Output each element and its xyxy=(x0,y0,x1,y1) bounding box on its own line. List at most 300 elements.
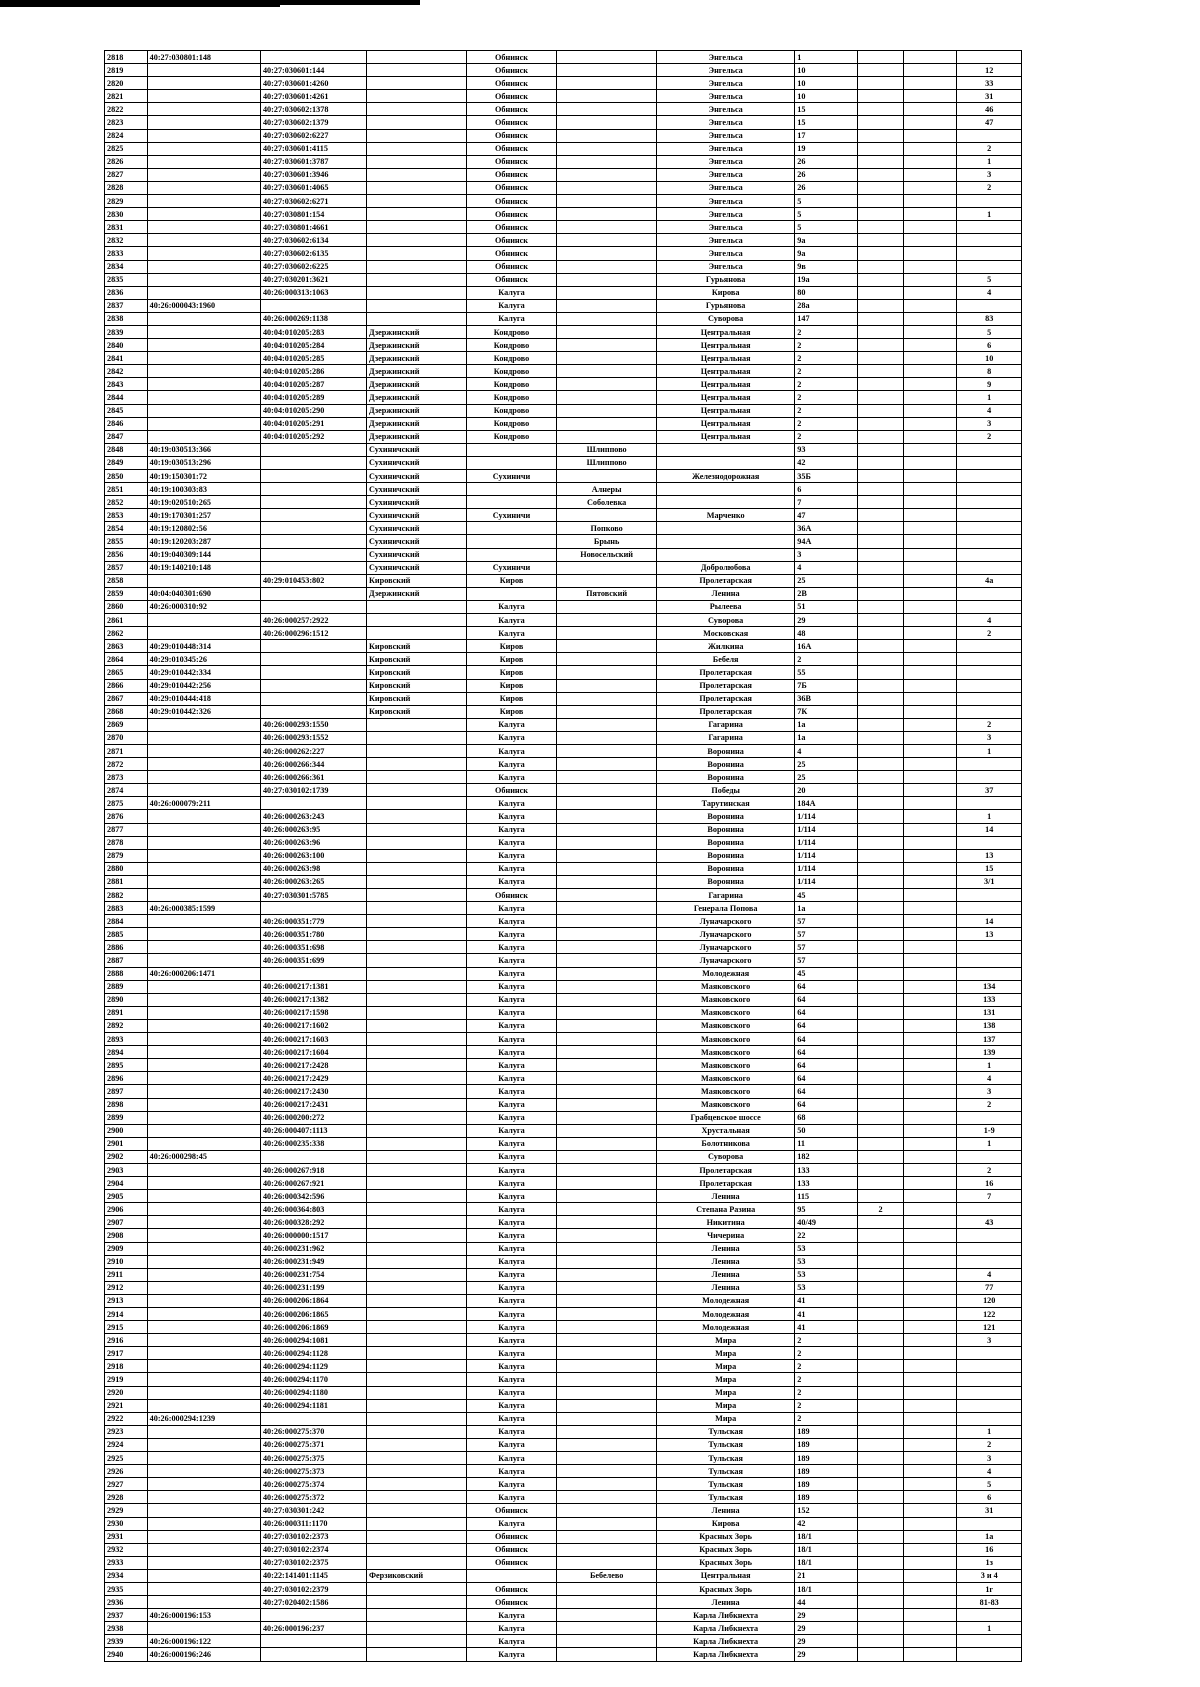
cell-house: 7 xyxy=(795,496,857,509)
cell-cad_a xyxy=(147,836,260,849)
table-row xyxy=(105,666,1022,679)
cell-extra xyxy=(857,600,904,613)
cell-apt: 139 xyxy=(957,1046,1022,1059)
table-row xyxy=(105,928,1022,941)
cell-no: 2910 xyxy=(105,1255,148,1268)
cell-blank xyxy=(904,653,957,666)
cell-apt xyxy=(957,548,1022,561)
cell-city: Калуга xyxy=(466,1609,556,1622)
cell-district xyxy=(366,1386,466,1399)
cell-blank xyxy=(904,627,957,640)
cell-no: 2936 xyxy=(105,1596,148,1609)
table-row xyxy=(105,954,1022,967)
cell-blank xyxy=(904,823,957,836)
cell-street: Мира xyxy=(657,1373,795,1386)
cell-house: 115 xyxy=(795,1190,857,1203)
cell-apt: 3 xyxy=(957,168,1022,181)
cell-cad_a xyxy=(147,90,260,103)
table-row xyxy=(105,967,1022,980)
cell-cad_b: 40:26:000275:374 xyxy=(260,1478,366,1491)
cell-blank xyxy=(904,679,957,692)
cell-house: 29 xyxy=(795,1622,857,1635)
cell-district xyxy=(366,875,466,888)
cell-cad_b: 40:26:000275:373 xyxy=(260,1465,366,1478)
cell-apt xyxy=(957,247,1022,260)
cell-blank xyxy=(904,1596,957,1609)
cell-apt: 12 xyxy=(957,64,1022,77)
cell-no: 2894 xyxy=(105,1046,148,1059)
cell-apt xyxy=(957,299,1022,312)
cell-no: 2889 xyxy=(105,980,148,993)
cell-apt: 83 xyxy=(957,312,1022,325)
cell-street: Добролюбова xyxy=(657,561,795,574)
cell-street: Рылеева xyxy=(657,600,795,613)
cell-no: 2884 xyxy=(105,915,148,928)
cell-house: 189 xyxy=(795,1452,857,1465)
cell-blank xyxy=(904,181,957,194)
cell-blank xyxy=(904,352,957,365)
cell-village xyxy=(557,928,657,941)
cell-blank xyxy=(904,640,957,653)
cell-cad_b: 40:26:000231:949 xyxy=(260,1255,366,1268)
cell-district xyxy=(366,771,466,784)
cell-cad_a: 40:29:010444:418 xyxy=(147,692,260,705)
cell-village xyxy=(557,1216,657,1229)
cell-cad_b: 40:26:000267:921 xyxy=(260,1177,366,1190)
cell-house: 28а xyxy=(795,299,857,312)
table-row xyxy=(105,339,1022,352)
cell-house: 21 xyxy=(795,1569,857,1582)
cell-street: Воронина xyxy=(657,810,795,823)
cell-cad_b xyxy=(260,705,366,718)
cell-street: Энгельса xyxy=(657,155,795,168)
cell-district xyxy=(366,718,466,731)
cell-no: 2819 xyxy=(105,64,148,77)
cell-cad_b xyxy=(260,640,366,653)
cell-blank xyxy=(904,1465,957,1478)
cell-cad_a xyxy=(147,1006,260,1019)
cell-street: Центральная xyxy=(657,325,795,338)
cell-village xyxy=(557,1504,657,1517)
cell-no: 2877 xyxy=(105,823,148,836)
cell-cad_a: 40:19:030513:296 xyxy=(147,456,260,469)
cell-no: 2851 xyxy=(105,483,148,496)
cell-district xyxy=(366,273,466,286)
cell-street: Маяковского xyxy=(657,1098,795,1111)
cell-city: Калуга xyxy=(466,1203,556,1216)
cell-cad_a xyxy=(147,1452,260,1465)
cell-no: 2909 xyxy=(105,1242,148,1255)
cell-cad_a xyxy=(147,221,260,234)
table-row xyxy=(105,1373,1022,1386)
cell-cad_a: 40:26:000079:211 xyxy=(147,797,260,810)
table-row xyxy=(105,1085,1022,1098)
cell-blank xyxy=(904,587,957,600)
cell-village xyxy=(557,1203,657,1216)
cell-extra xyxy=(857,836,904,849)
cell-apt: 122 xyxy=(957,1308,1022,1321)
cell-street: Энгельса xyxy=(657,247,795,260)
table-row xyxy=(105,823,1022,836)
cell-street xyxy=(657,548,795,561)
cell-blank xyxy=(904,1438,957,1451)
cell-cad_b xyxy=(260,1648,366,1661)
cell-house: 133 xyxy=(795,1163,857,1176)
cell-cad_a xyxy=(147,116,260,129)
cell-district xyxy=(366,1229,466,1242)
cell-street: Жилкина xyxy=(657,640,795,653)
table-row xyxy=(105,1216,1022,1229)
cell-village xyxy=(557,614,657,627)
cell-village xyxy=(557,1111,657,1124)
cell-cad_a xyxy=(147,404,260,417)
cell-city: Обнинск xyxy=(466,1596,556,1609)
cell-city: Калуга xyxy=(466,771,556,784)
cell-village xyxy=(557,90,657,103)
cell-blank xyxy=(904,771,957,784)
cell-apt xyxy=(957,535,1022,548)
cell-apt: 134 xyxy=(957,980,1022,993)
cell-extra xyxy=(857,339,904,352)
cell-cad_a: 40:29:010345:26 xyxy=(147,653,260,666)
cell-village xyxy=(557,325,657,338)
cell-no: 2825 xyxy=(105,142,148,155)
cell-apt xyxy=(957,234,1022,247)
cell-street: Луначарского xyxy=(657,915,795,928)
cell-village xyxy=(557,875,657,888)
cell-apt xyxy=(957,1386,1022,1399)
table-row xyxy=(105,142,1022,155)
cell-extra xyxy=(857,496,904,509)
cell-house: 2 xyxy=(795,1412,857,1425)
cell-extra xyxy=(857,705,904,718)
cell-city: Сухиничи xyxy=(466,509,556,522)
cell-house: 42 xyxy=(795,1517,857,1530)
cell-cad_b: 40:22:141401:1145 xyxy=(260,1569,366,1582)
cell-cad_b xyxy=(260,679,366,692)
cell-blank xyxy=(904,64,957,77)
cell-apt xyxy=(957,889,1022,902)
table-row xyxy=(105,1504,1022,1517)
cell-street: Гурьянова xyxy=(657,299,795,312)
cell-apt: 14 xyxy=(957,823,1022,836)
cell-cad_a xyxy=(147,1190,260,1203)
cell-cad_a xyxy=(147,286,260,299)
cell-house: 29 xyxy=(795,1648,857,1661)
cell-apt: 1 xyxy=(957,208,1022,221)
cell-street: Мира xyxy=(657,1412,795,1425)
cell-extra xyxy=(857,1556,904,1569)
cell-village xyxy=(557,967,657,980)
cell-cad_a xyxy=(147,1569,260,1582)
cell-city: Обнинск xyxy=(466,1530,556,1543)
cell-house: 57 xyxy=(795,928,857,941)
cell-street: Маяковского xyxy=(657,1033,795,1046)
cell-district xyxy=(366,1190,466,1203)
cell-extra xyxy=(857,1334,904,1347)
cell-village xyxy=(557,312,657,325)
cell-blank xyxy=(904,875,957,888)
cell-apt: 9 xyxy=(957,378,1022,391)
cell-cad_b xyxy=(260,509,366,522)
cell-no: 2895 xyxy=(105,1059,148,1072)
cell-cad_a xyxy=(147,365,260,378)
cell-cad_a xyxy=(147,1543,260,1556)
cell-village xyxy=(557,1190,657,1203)
cell-district xyxy=(366,64,466,77)
cell-district xyxy=(366,862,466,875)
cell-blank xyxy=(904,666,957,679)
cell-no: 2939 xyxy=(105,1635,148,1648)
cell-no: 2869 xyxy=(105,718,148,731)
cell-extra xyxy=(857,195,904,208)
cell-apt: 133 xyxy=(957,993,1022,1006)
cell-blank xyxy=(904,954,957,967)
cell-cad_a xyxy=(147,1347,260,1360)
cell-extra xyxy=(857,116,904,129)
cell-blank xyxy=(904,129,957,142)
cell-street: Красных Зорь xyxy=(657,1543,795,1556)
cell-extra xyxy=(857,1124,904,1137)
cell-city: Калуга xyxy=(466,1452,556,1465)
cell-house: 42 xyxy=(795,456,857,469)
cell-extra xyxy=(857,941,904,954)
cell-blank xyxy=(904,509,957,522)
cell-cad_a xyxy=(147,875,260,888)
cell-district xyxy=(366,1085,466,1098)
cell-district xyxy=(366,1006,466,1019)
cell-district xyxy=(366,810,466,823)
cell-cad_b: 40:04:010205:290 xyxy=(260,404,366,417)
cell-cad_a xyxy=(147,1321,260,1334)
cell-no: 2863 xyxy=(105,640,148,653)
cell-district xyxy=(366,1360,466,1373)
cell-apt xyxy=(957,483,1022,496)
cell-city: Калуга xyxy=(466,1399,556,1412)
cell-street: Воронина xyxy=(657,771,795,784)
cell-cad_a xyxy=(147,1203,260,1216)
cell-no: 2931 xyxy=(105,1530,148,1543)
cell-blank xyxy=(904,1622,957,1635)
cell-city xyxy=(466,535,556,548)
cell-blank xyxy=(904,1098,957,1111)
cell-no: 2828 xyxy=(105,181,148,194)
cell-house: 36А xyxy=(795,522,857,535)
cell-city: Калуга xyxy=(466,312,556,325)
cell-no: 2839 xyxy=(105,325,148,338)
cell-blank xyxy=(904,1543,957,1556)
cell-extra xyxy=(857,928,904,941)
cell-no: 2929 xyxy=(105,1504,148,1517)
cell-no: 2860 xyxy=(105,600,148,613)
cell-village xyxy=(557,103,657,116)
cell-cad_b: 40:26:000275:370 xyxy=(260,1425,366,1438)
cell-city: Калуга xyxy=(466,1163,556,1176)
cell-no: 2906 xyxy=(105,1203,148,1216)
table-row xyxy=(105,1438,1022,1451)
cell-extra xyxy=(857,1242,904,1255)
cell-extra xyxy=(857,456,904,469)
cell-district xyxy=(366,993,466,1006)
cell-cad_b: 40:04:010205:287 xyxy=(260,378,366,391)
cell-extra xyxy=(857,1517,904,1530)
cell-house: 1а xyxy=(795,902,857,915)
cell-apt: 3 xyxy=(957,1452,1022,1465)
cell-cad_a xyxy=(147,1163,260,1176)
cell-district xyxy=(366,1281,466,1294)
cell-no: 2822 xyxy=(105,103,148,116)
cell-district xyxy=(366,1019,466,1032)
cell-district xyxy=(366,928,466,941)
cell-cad_a xyxy=(147,168,260,181)
cell-cad_a xyxy=(147,1373,260,1386)
cell-extra xyxy=(857,129,904,142)
cell-blank xyxy=(904,247,957,260)
table-row xyxy=(105,692,1022,705)
cell-apt: 1г xyxy=(957,1582,1022,1595)
cell-cad_b xyxy=(260,1412,366,1425)
cell-apt: 1 xyxy=(957,1059,1022,1072)
cell-extra xyxy=(857,1006,904,1019)
cell-house: 1/114 xyxy=(795,810,857,823)
cell-no: 2912 xyxy=(105,1281,148,1294)
cell-no: 2837 xyxy=(105,299,148,312)
cell-cad_a xyxy=(147,1072,260,1085)
table-row xyxy=(105,168,1022,181)
table-row xyxy=(105,443,1022,456)
table-row xyxy=(105,1203,1022,1216)
cell-village xyxy=(557,247,657,260)
cell-cad_b: 40:26:000351:780 xyxy=(260,928,366,941)
cell-city xyxy=(466,548,556,561)
cell-district: Сухиничский xyxy=(366,509,466,522)
cell-cad_a xyxy=(147,339,260,352)
cell-district xyxy=(366,1321,466,1334)
table-row xyxy=(105,758,1022,771)
cell-cad_b: 40:26:000217:1604 xyxy=(260,1046,366,1059)
cell-no: 2901 xyxy=(105,1137,148,1150)
cell-street xyxy=(657,535,795,548)
cell-district xyxy=(366,1072,466,1085)
cell-house: 15 xyxy=(795,103,857,116)
cell-no: 2846 xyxy=(105,417,148,430)
cell-street: Энгельса xyxy=(657,221,795,234)
cell-apt xyxy=(957,600,1022,613)
cell-extra xyxy=(857,1229,904,1242)
cell-extra xyxy=(857,247,904,260)
cell-house: 17 xyxy=(795,129,857,142)
cell-village xyxy=(557,509,657,522)
cell-cad_b: 40:26:000263:95 xyxy=(260,823,366,836)
cell-house: 1/114 xyxy=(795,875,857,888)
cell-cad_b: 40:26:000263:96 xyxy=(260,836,366,849)
cell-village xyxy=(557,1163,657,1176)
cell-cad_a xyxy=(147,1530,260,1543)
cell-district xyxy=(366,1150,466,1163)
cell-blank xyxy=(904,430,957,443)
cell-apt: 33 xyxy=(957,77,1022,90)
cell-apt xyxy=(957,443,1022,456)
cell-no: 2928 xyxy=(105,1491,148,1504)
cell-blank xyxy=(904,286,957,299)
cell-house: 189 xyxy=(795,1438,857,1451)
table-row xyxy=(105,1412,1022,1425)
cell-no: 2858 xyxy=(105,574,148,587)
cell-cad_b: 40:26:000263:265 xyxy=(260,875,366,888)
cell-cad_b: 40:26:000263:243 xyxy=(260,810,366,823)
cell-cad_a xyxy=(147,260,260,273)
cell-city: Калуга xyxy=(466,1491,556,1504)
cell-cad_a: 40:26:000196:246 xyxy=(147,1648,260,1661)
cell-district xyxy=(366,77,466,90)
cell-cad_b: 40:27:030601:3787 xyxy=(260,155,366,168)
cell-no: 2850 xyxy=(105,470,148,483)
cell-no: 2937 xyxy=(105,1609,148,1622)
cell-cad_b: 40:27:030801:4661 xyxy=(260,221,366,234)
cell-street: Пролетарская xyxy=(657,705,795,718)
cell-blank xyxy=(904,483,957,496)
cell-apt xyxy=(957,470,1022,483)
cell-city: Калуга xyxy=(466,1085,556,1098)
cell-district xyxy=(366,103,466,116)
cell-district: Кировский xyxy=(366,679,466,692)
cell-apt xyxy=(957,771,1022,784)
cell-apt xyxy=(957,1635,1022,1648)
cell-village xyxy=(557,352,657,365)
cell-house: 10 xyxy=(795,64,857,77)
cell-cad_a xyxy=(147,1517,260,1530)
cell-house: 2 xyxy=(795,430,857,443)
cell-house: 25 xyxy=(795,574,857,587)
cell-city: Калуга xyxy=(466,758,556,771)
cell-extra xyxy=(857,404,904,417)
cell-house: 29 xyxy=(795,1609,857,1622)
cell-cad_b: 40:27:030102:2379 xyxy=(260,1582,366,1595)
cell-no: 2903 xyxy=(105,1163,148,1176)
cell-cad_b: 40:26:000000:1517 xyxy=(260,1229,366,1242)
cell-no: 2896 xyxy=(105,1072,148,1085)
cell-village xyxy=(557,1648,657,1661)
cell-district xyxy=(366,1530,466,1543)
cell-street: Тульская xyxy=(657,1425,795,1438)
cell-city: Калуга xyxy=(466,1177,556,1190)
cell-apt: 3 xyxy=(957,417,1022,430)
cell-street: Пролетарская xyxy=(657,666,795,679)
cell-street: Энгельса xyxy=(657,116,795,129)
cell-cad_a: 40:04:040301:690 xyxy=(147,587,260,600)
cell-street: Мира xyxy=(657,1334,795,1347)
cell-no: 2856 xyxy=(105,548,148,561)
cell-street: Пролетарская xyxy=(657,692,795,705)
table-row xyxy=(105,1308,1022,1321)
cell-blank xyxy=(904,535,957,548)
cell-house: 64 xyxy=(795,1072,857,1085)
cell-blank xyxy=(904,980,957,993)
cell-cad_a: 40:29:010448:314 xyxy=(147,640,260,653)
cell-blank xyxy=(904,365,957,378)
cell-blank xyxy=(904,116,957,129)
cell-apt: 1 xyxy=(957,1137,1022,1150)
cell-city: Калуга xyxy=(466,862,556,875)
cell-street: Кирова xyxy=(657,1517,795,1530)
cell-apt: 81-83 xyxy=(957,1596,1022,1609)
cell-street: Пролетарская xyxy=(657,1177,795,1190)
cell-no: 2888 xyxy=(105,967,148,980)
cell-extra xyxy=(857,614,904,627)
cell-city: Киров xyxy=(466,574,556,587)
cell-house: 182 xyxy=(795,1150,857,1163)
cell-village xyxy=(557,1478,657,1491)
